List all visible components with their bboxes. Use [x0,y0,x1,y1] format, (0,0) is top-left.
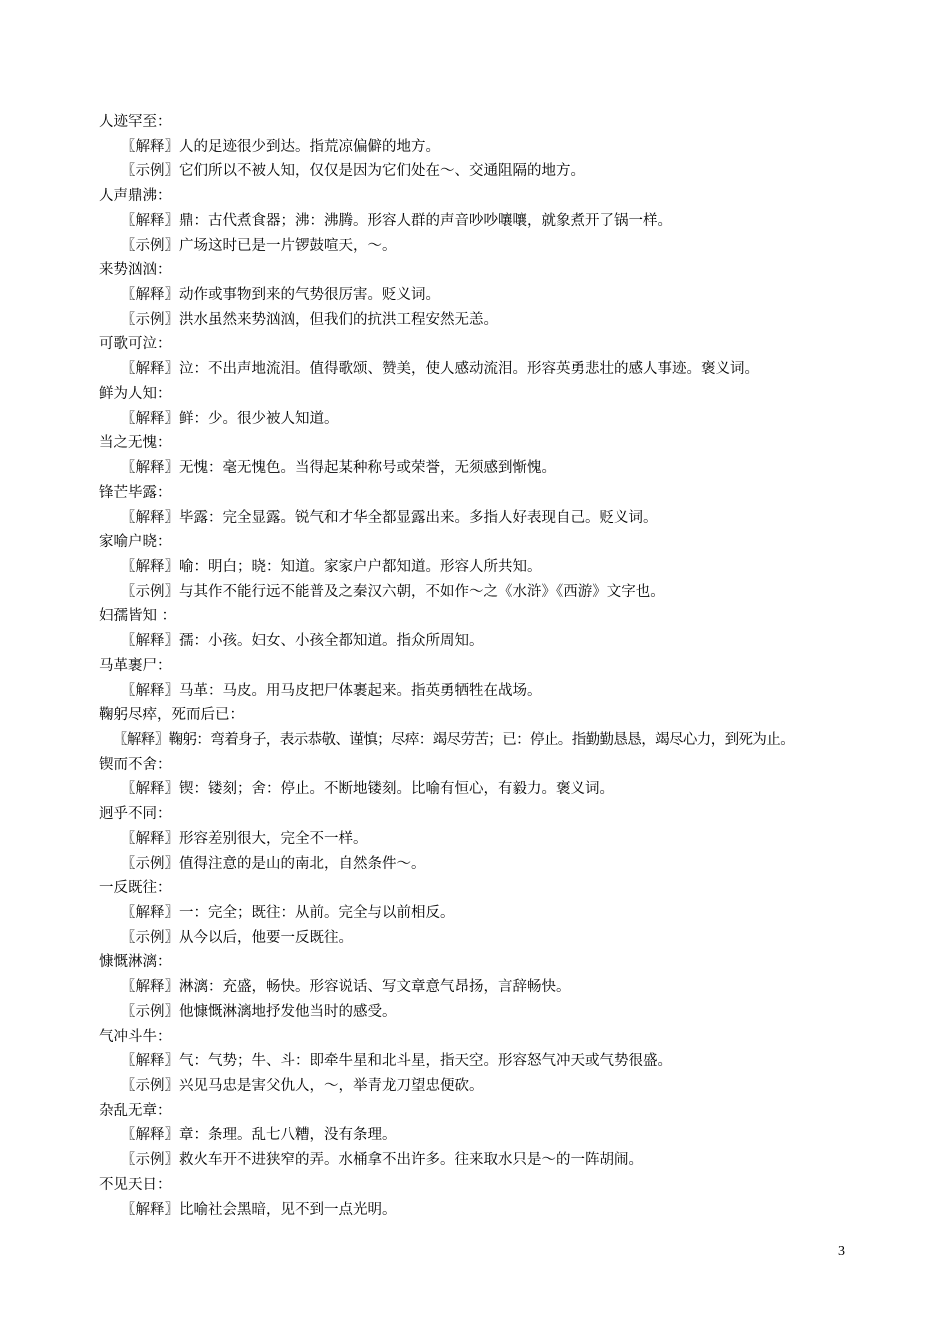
idiom-detail: 〖解释〗人的足迹很少到达。指荒凉偏僻的地方。 [121,138,440,155]
idiom-detail: 〖解释〗毕露：完全显露。锐气和才华全都显露出来。多指人好表现自己。贬义词。 [121,509,658,526]
idiom-detail: 〖解释〗鼎：古代煮食器；沸：沸腾。形容人群的声音吵吵嚷嚷，就象煮开了锅一样。 [121,212,672,229]
idiom-detail: 〖示例〗值得注意的是山的南北，自然条件～。 [121,855,426,872]
idiom-list [99,110,869,1222]
idiom-detail: 〖示例〗与其作不能行远不能普及之秦汉六朝，不如作～之《水浒》《西游》文字也。 [121,583,665,600]
idiom-detail: 〖解释〗无愧：毫无愧色。当得起某种称号或荣誉，无须感到惭愧。 [121,460,556,477]
idiom-title: 人迹罕至： [99,114,172,130]
idiom-detail: 〖解释〗章：条理。乱七八糟，没有条理。 [121,1127,397,1144]
idiom-detail: 〖解释〗锲：镂刻；舍：停止。不断地镂刻。比喻有恒心，有毅力。褒义词。 [121,781,614,798]
idiom-title: 妇孺皆知 ： [99,608,177,625]
idiom-title: 来势汹汹： [99,262,172,279]
idiom-detail: 〖解释〗孺：小孩。妇女、小孩全都知道。指众所周知。 [121,633,484,650]
idiom-detail: 〖解释〗鞠躬：弯着身子，表示恭敬、谨慎；尽瘁：竭尽劳苦；已：停止。指勤勤恳恳，竭尽心力，到死为止。 [113,731,795,748]
idiom-title: 锲而不舍： [99,756,172,773]
idiom-title: 不见天日： [99,1176,172,1193]
idiom-title: 马革裹尸： [99,657,172,674]
idiom-detail: 〖解释〗鲜：少。很少被人知道。 [121,410,339,427]
idiom-title: 鲜为人知： [99,385,172,402]
idiom-detail: 〖示例〗兴见马忠是害父仇人，～，举青龙刀望忠便砍。 [121,1078,484,1095]
idiom-detail: 〖示例〗它们所以不被人知，仅仅是因为它们处在～、交通阻隔的地方。 [121,163,585,180]
idiom-detail: 〖示例〗洪水虽然来势汹汹，但我们的抗洪工程安然无恙。 [121,311,498,328]
idiom-detail: 〖解释〗淋漓：充盛，畅快。形容说话、写文章意气昂扬，言辞畅快。 [121,979,571,996]
idiom-detail: 〖解释〗气：气势；牛、斗：即牵牛星和北斗星，指天空。形容怒气冲天或气势很盛。 [121,1053,672,1070]
idiom-title: 可歌可泣： [99,336,172,353]
idiom-detail: 〖解释〗动作或事物到来的气势很厉害。贬义词。 [121,287,440,304]
idiom-title: 锋芒毕露： [99,484,172,501]
idiom-title: 一反既往： [99,880,172,897]
idiom-detail: 〖解释〗马革：马皮。用马皮把尸体裹起来。指英勇牺牲在战场。 [121,682,542,699]
idiom-detail: 〖示例〗广场这时已是一片锣鼓喧天，～。 [121,237,397,254]
idiom-title: 迥乎不同： [99,806,172,823]
idiom-detail: 〖示例〗救火车开不进狭窄的弄。水桶拿不出许多。往来取水只是～的一阵胡闹。 [121,1152,643,1169]
idiom-detail: 〖示例〗他慷慨淋漓地抒发他当时的感受。 [121,1003,397,1020]
idiom-detail: 〖解释〗喻：明白；晓：知道。家家户户都知道。形容人所共知。 [121,558,542,575]
page-number: 3 [838,1244,845,1259]
idiom-detail: 〖解释〗比喻社会黑暗，见不到一点光明。 [121,1201,397,1218]
idiom-detail: 〖解释〗一：完全；既往：从前。完全与以前相反。 [121,905,455,921]
idiom-detail: 〖示例〗从今以后，他要一反既往。 [121,929,353,946]
idiom-title: 鞠躬尽瘁，死而后已： [99,707,244,724]
idiom-title: 当之无愧： [99,435,172,452]
idiom-detail: 〖解释〗泣：不出声地流泪。值得歌颂、赞美，使人感动流泪。形容英勇悲壮的感人事迹。褒义词。 [121,361,759,378]
idiom-title: 家喻户晓： [99,534,172,551]
idiom-title: 人声鼎沸： [99,188,172,205]
idiom-title: 气冲斗牛： [99,1028,172,1045]
idiom-title: 慷慨淋漓： [99,954,172,971]
idiom-title: 杂乱无章： [99,1102,172,1119]
idiom-detail: 〖解释〗形容差别很大，完全不一样。 [121,830,368,847]
